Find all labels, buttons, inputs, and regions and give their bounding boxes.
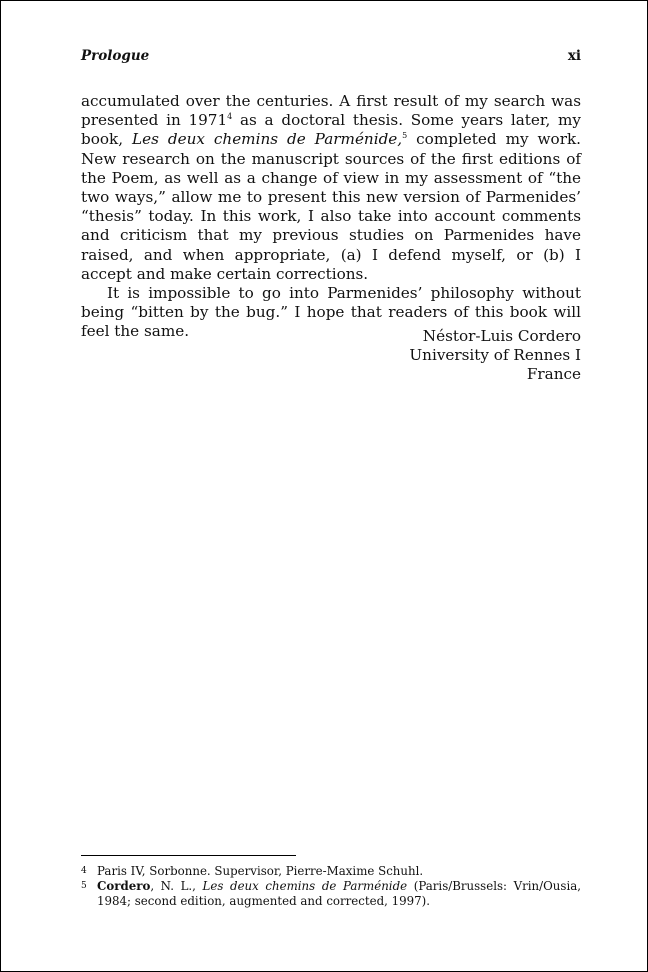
- footnote-5-author: Cordero: [97, 879, 151, 893]
- footnote-ref-5: 5: [402, 131, 408, 141]
- footnote-4-mark: 4: [81, 866, 87, 876]
- footnote-5-rest: (Paris/Brussels: Vrin/Ousia, 1984; second edition, augmented and corrected, 1997).: [97, 879, 582, 908]
- paragraph-2: It is impossible to go into Parmenides’ philosophy without being “bitten by the bug.” I hope that readers of this book will feel the same.: [81, 284, 581, 341]
- footnote-5-text: [97, 879, 581, 909]
- running-header: [81, 48, 581, 64]
- footnote-4: [81, 864, 581, 879]
- footnote-4-text: Paris IV, Sorbonne. Supervisor, Pierre-Maxime Schuhl.: [97, 864, 424, 878]
- paragraph-1-part-3: completed my work. New research on the manuscript sources of the first editions of the Poem, as well as a change of view in my assessment of “the two ways,” allow me to present this new version of Parmenides’ “thesis” today. In this work, I also take into account comments and criticism that my previous studies on Parmenides have raised, and when appropriate, (a) I defend myself, or (b) I accept and make certain corrections.: [81, 130, 581, 283]
- paragraph-1-part-2: as a doctoral thesis. Some years later, my book,: [81, 111, 581, 149]
- footnote-5: [81, 879, 581, 909]
- footnote-5-title: Les deux chemins de Parménide: [202, 879, 408, 893]
- page-number: xi: [567, 48, 581, 64]
- footnote-5-mark: 5: [81, 881, 87, 891]
- paragraph-1-part-1: accumulated over the centuries. A first result of my search was presented in 1971: [81, 92, 581, 130]
- signature-institution: University of Rennes I: [409, 346, 581, 365]
- paragraph-1: [81, 92, 581, 284]
- signature-block: [409, 327, 581, 385]
- footnote-5-author-suffix: , N. L.,: [150, 879, 203, 893]
- footnote-ref-4: 4: [227, 112, 233, 122]
- book-title: Les deux chemins de Parménide,: [132, 130, 403, 149]
- footnote-divider: [81, 855, 296, 856]
- signature-name: Néstor-Luis Cordero: [422, 327, 581, 345]
- main-text: [81, 92, 581, 342]
- running-title: Prologue: [81, 48, 150, 64]
- signature-country: France: [526, 365, 581, 384]
